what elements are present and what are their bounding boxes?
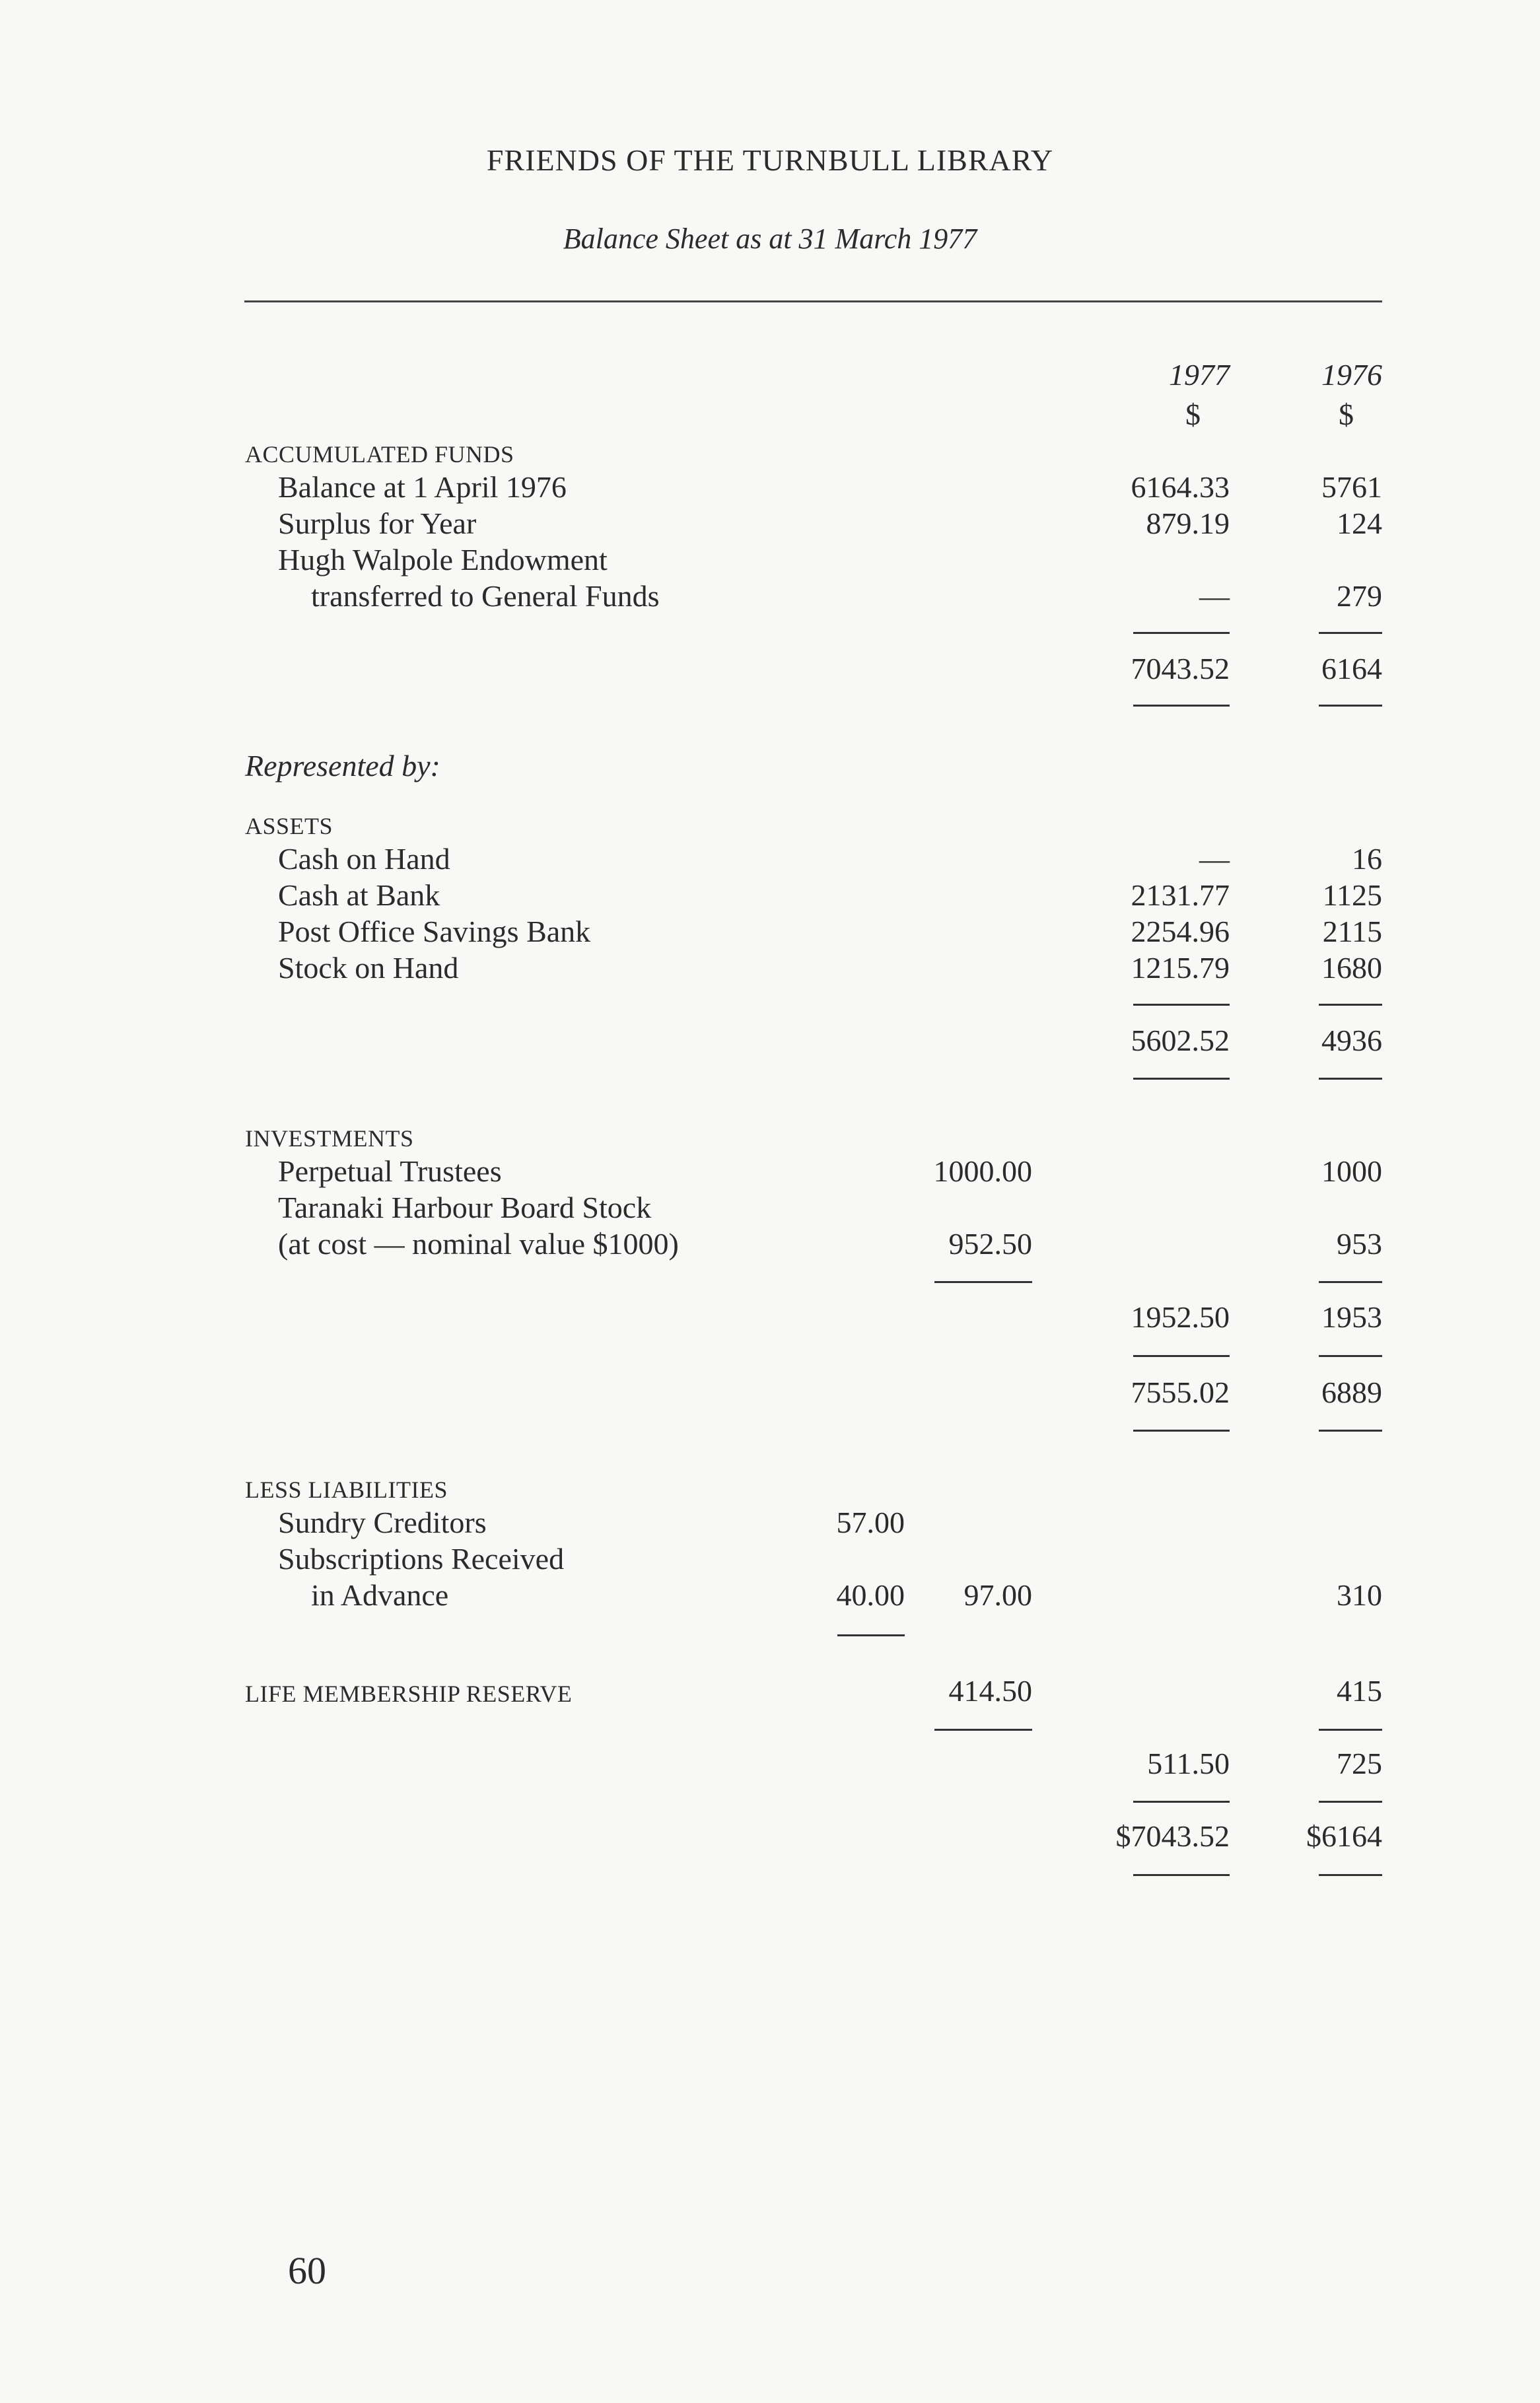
sum-rule <box>1133 1078 1230 1080</box>
value-1976: 16 <box>1352 842 1382 876</box>
sum-rule <box>1133 1801 1230 1803</box>
sum-rule <box>934 1729 1032 1731</box>
value-1976: 1125 <box>1322 878 1382 912</box>
value-1976: 310 <box>1337 1578 1382 1612</box>
grand-total-1977: 7555.02 <box>1131 1376 1230 1409</box>
value-1976: 279 <box>1337 579 1382 613</box>
row-label-continued: transferred to General Funds <box>311 579 660 613</box>
row-label-continued: in Advance <box>311 1578 449 1612</box>
section-heading-investments: INVESTMENTS <box>245 1125 414 1152</box>
row-label-continued: (at cost — nominal value $1000) <box>278 1227 679 1261</box>
total-1976: 4936 <box>1321 1024 1382 1057</box>
value-1977: 6164.33 <box>1131 470 1230 504</box>
row-label: Taranaki Harbour Board Stock <box>278 1191 652 1224</box>
sum-rule <box>1319 1430 1382 1432</box>
section-heading-accumulated-funds: ACCUMULATED FUNDS <box>245 441 514 468</box>
represented-by-label: Represented by: <box>245 749 440 783</box>
value-1977: — <box>1199 579 1230 613</box>
total-1976: 1953 <box>1321 1300 1382 1334</box>
currency-1976: $ <box>1339 398 1354 431</box>
subtotal-value: 1000.00 <box>933 1154 1032 1188</box>
row-label: Sundry Creditors <box>278 1506 487 1539</box>
document-title: FRIENDS OF THE TURNBULL LIBRARY <box>486 143 1054 177</box>
section-heading-liabilities: LESS LIABILITIES <box>245 1477 448 1503</box>
sum-rule <box>1133 1874 1230 1876</box>
value-1976: 953 <box>1337 1227 1382 1261</box>
header-rule <box>244 300 1382 302</box>
row-label: Cash on Hand <box>278 842 450 876</box>
section-heading-assets: ASSETS <box>245 813 333 839</box>
row-label: Stock on Hand <box>278 951 459 985</box>
value-1976: 5761 <box>1321 470 1382 504</box>
sum-rule <box>1133 1355 1230 1357</box>
total-1977: 511.50 <box>1147 1747 1230 1780</box>
sum-rule <box>1319 632 1382 634</box>
value-1976: 124 <box>1337 506 1382 540</box>
row-label: Hugh Walpole Endowment <box>278 543 608 576</box>
column-header-1977: 1977 <box>1169 358 1230 392</box>
value-1977: 2254.96 <box>1131 915 1230 948</box>
value-1976: 2115 <box>1322 915 1382 948</box>
row-label: Surplus for Year <box>278 506 477 540</box>
row-label: Cash at Bank <box>278 878 440 912</box>
row-label: Perpetual Trustees <box>278 1154 502 1188</box>
value-1976: 1000 <box>1321 1154 1382 1188</box>
sum-rule <box>1319 1004 1382 1006</box>
row-label: Balance at 1 April 1976 <box>278 470 567 504</box>
inner-value: 57.00 <box>836 1506 905 1539</box>
value-1976: 415 <box>1337 1674 1382 1708</box>
sum-rule <box>837 1634 905 1636</box>
sum-rule <box>1319 1355 1382 1357</box>
value-1977: — <box>1199 842 1230 876</box>
value-1976: 1680 <box>1321 951 1382 985</box>
total-1976: 725 <box>1337 1747 1382 1780</box>
sum-rule <box>1319 705 1382 707</box>
total-1976: 6164 <box>1321 652 1382 685</box>
value-1977: 2131.77 <box>1131 878 1230 912</box>
row-label: Subscriptions Received <box>278 1542 565 1576</box>
subtotal-value: 97.00 <box>963 1578 1032 1612</box>
column-header-1976: 1976 <box>1321 358 1382 392</box>
sum-rule <box>1133 705 1230 707</box>
final-total-1977: $7043.52 <box>1115 1819 1230 1853</box>
value-1977: 1215.79 <box>1131 951 1230 985</box>
sum-rule <box>1319 1729 1382 1731</box>
total-1977: 7043.52 <box>1131 652 1230 685</box>
inner-value: 40.00 <box>836 1578 905 1612</box>
sum-rule <box>934 1281 1032 1283</box>
sum-rule <box>1133 632 1230 634</box>
page-number: 60 <box>288 2249 326 2292</box>
section-heading-life-membership: LIFE MEMBERSHIP RESERVE <box>245 1681 573 1707</box>
sum-rule <box>1133 1004 1230 1006</box>
subtotal-value: 952.50 <box>948 1227 1032 1261</box>
currency-1977: $ <box>1185 398 1201 431</box>
subtotal-value: 414.50 <box>948 1674 1032 1708</box>
final-total-1976: $6164 <box>1306 1819 1382 1853</box>
sum-rule <box>1319 1801 1382 1803</box>
sum-rule <box>1319 1281 1382 1283</box>
total-1977: 1952.50 <box>1131 1300 1230 1334</box>
sum-rule <box>1319 1078 1382 1080</box>
sum-rule <box>1133 1430 1230 1432</box>
grand-total-1976: 6889 <box>1321 1376 1382 1409</box>
total-1977: 5602.52 <box>1131 1024 1230 1057</box>
row-label: Post Office Savings Bank <box>278 915 591 948</box>
value-1977: 879.19 <box>1146 506 1230 540</box>
document-subtitle: Balance Sheet as at 31 March 1977 <box>563 223 977 255</box>
sum-rule <box>1319 1874 1382 1876</box>
